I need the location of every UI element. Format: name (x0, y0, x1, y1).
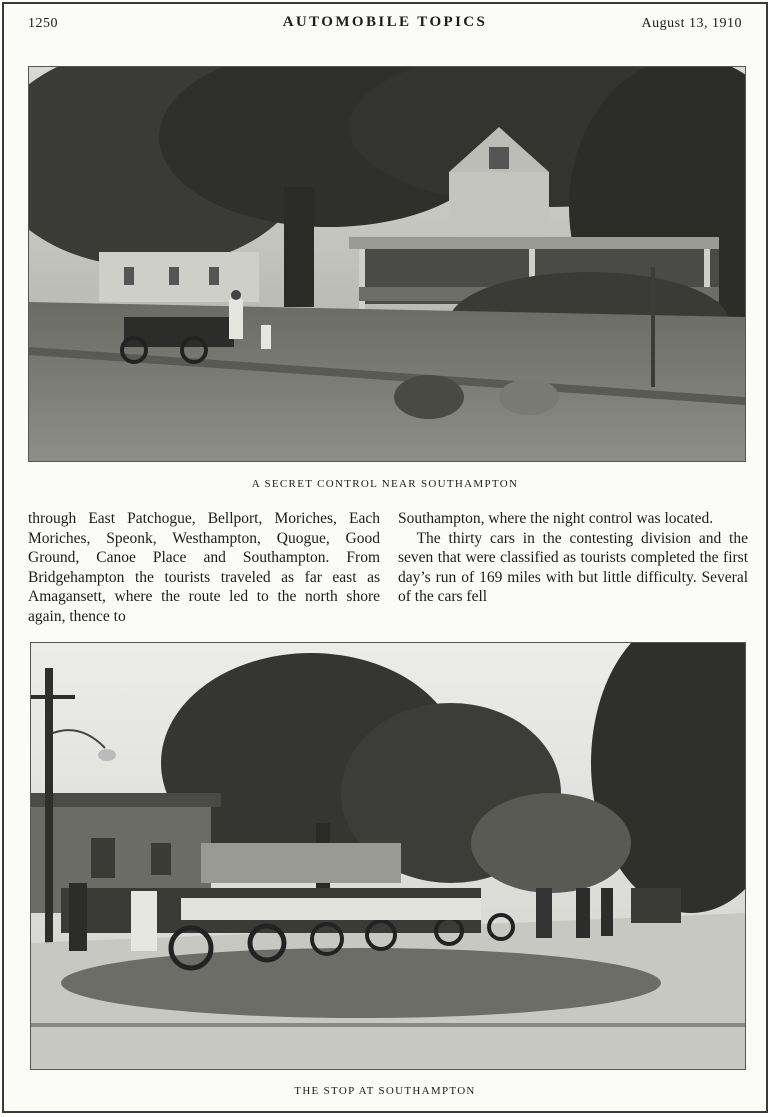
photo-stop-southampton-caption: THE STOP AT SOUTHAMPTON (294, 1085, 476, 1097)
article-paragraph: Southampton, where the night control was located. (398, 510, 714, 527)
journal-title: AUTOMOBILE TOPICS (282, 14, 488, 30)
photo-secret-control-caption: A SECRET CONTROL NEAR SOUTHAMPTON (251, 478, 519, 490)
issue-date: August 13, 1910 (641, 16, 742, 31)
page-number: 1250 (28, 16, 58, 31)
article-paragraph: through East Patchogue, Bellport, Moriches, Each Moriches, Speonk, Westhampton, Quogue, Good Ground, Canoe Place and Southampton. From Bridgehampton the tourists traveled as far east as Amagansett, where the route led to the north shore again, thence to (28, 510, 380, 625)
photo-stop-southampton (30, 642, 746, 1070)
photo-stop-southampton-image (31, 643, 745, 1069)
article-paragraph: The thirty cars in the contesting division and the seven that were classified as tourists completed the first day’s run of 169 miles with but little difficulty. Several of the cars fell (398, 529, 748, 605)
article-column-right (398, 509, 748, 607)
photo-secret-control (28, 66, 746, 462)
article-column-left (28, 509, 380, 626)
magazine-page (2, 2, 768, 1113)
photo-secret-control-image (29, 67, 745, 461)
